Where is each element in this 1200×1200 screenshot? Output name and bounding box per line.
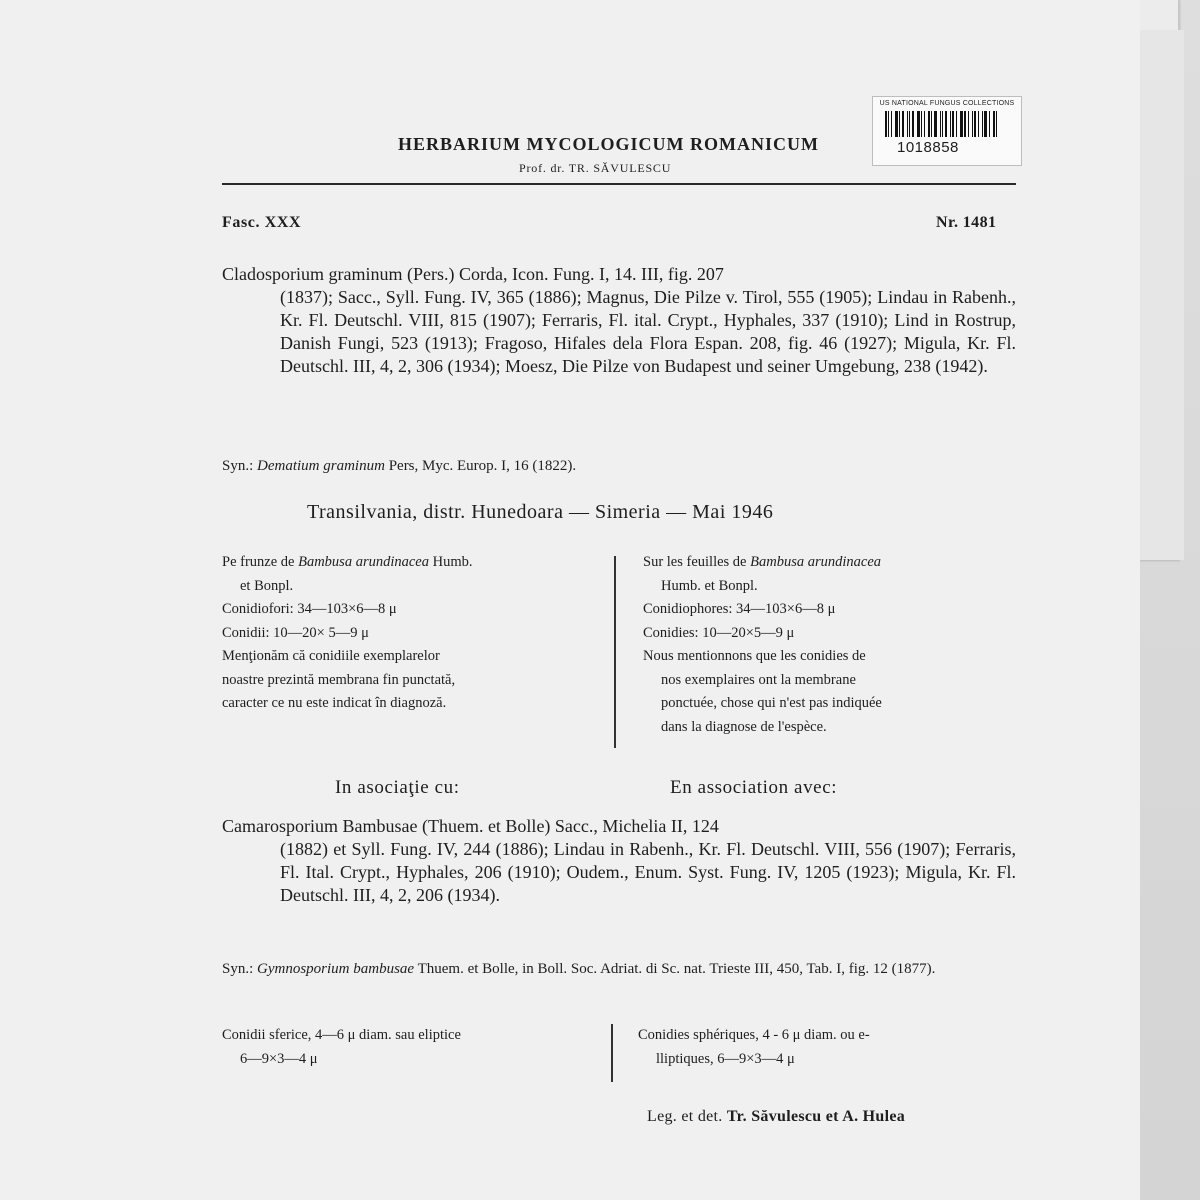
specimen-number: Nr. 1481 bbox=[936, 214, 997, 231]
column-divider-2 bbox=[611, 1024, 613, 1082]
barcode-bar bbox=[968, 111, 969, 137]
barcode-bar bbox=[909, 111, 910, 137]
conidia-size-ro: 6—9×3—4 μ bbox=[240, 1050, 318, 1067]
collector-names: Tr. Săvulescu et A. Hulea bbox=[726, 1108, 906, 1125]
herbarium-subtitle: Prof. dr. TR. SĂVULESCU bbox=[519, 161, 672, 175]
collector-line bbox=[647, 1108, 905, 1126]
barcode-bar bbox=[928, 111, 930, 137]
species-citation bbox=[222, 263, 1016, 378]
conidia-fr: Conidies: 10—20×5—9 μ bbox=[643, 624, 795, 641]
barcode-sticker bbox=[872, 96, 1022, 166]
barcode-bar bbox=[952, 111, 954, 137]
barcode-bar bbox=[924, 111, 925, 137]
conidia-size-fr: lliptiques, 6—9×3—4 μ bbox=[656, 1050, 795, 1067]
barcode-bar bbox=[888, 111, 889, 137]
host-author-cont-ro: et Bonpl. bbox=[240, 577, 294, 594]
associated-citation-continuation: (1882) et Syll. Fung. IV, 244 (1886); Lindau in Rabenh., Kr. Fl. Deutschl. VIII, 556 (1907); Ferraris, Fl. Ital. Crypt., Hyphales, 206 (1910); Oudem., Enum. Syst. Fung. IV, 1205 (1923); Migula, Kr. Fl. Deutschl. III, 4, 2, 206 (1934). bbox=[280, 839, 1016, 905]
barcode-bar bbox=[891, 111, 892, 137]
french-description bbox=[643, 551, 1015, 739]
barcode-bar bbox=[978, 111, 979, 137]
associated-citation-first-line: Camarosporium Bambusae (Thuem. et Bolle) Sacc., Michelia II, 124 bbox=[222, 816, 719, 836]
barcode-bar bbox=[931, 111, 932, 137]
species-citation-continuation: (1837); Sacc., Syll. Fung. IV, 365 (1886); Magnus, Die Pilze v. Tirol, 555 (1905); Lindau in Rabenh., Kr. Fl. Deutschl. VIII, 815 (1907); Ferraris, Fl. ital. Crypt., Hyphales, 337 (1910); Lind in Rostrup, Danish Fungi, 523 (1913); Fragoso, Hifales dela Flora Espan. 208, fig. 46 (1927); Migula, Kr. Fl. Deutschl. III, 4, 2, 306 (1934); Moesz, Die Pilze von Budapest und seiner Umgebung, 238 (1942). bbox=[280, 287, 1016, 376]
barcode-bar bbox=[993, 111, 995, 137]
note-fr-1: Nous mentionnons que les conidies de bbox=[643, 648, 866, 664]
host-prefix-ro: Pe frunze de bbox=[222, 554, 295, 570]
associated-synonym bbox=[222, 958, 1012, 980]
host-author-ro: Humb. bbox=[432, 554, 473, 570]
collection-locality: Transilvania, distr. Hunedoara — Simeria — Mai 1946 bbox=[307, 501, 774, 523]
barcode-bar bbox=[964, 111, 966, 137]
barcode-bar bbox=[960, 111, 963, 137]
barcode-bar bbox=[984, 111, 987, 137]
barcode-bar bbox=[950, 111, 951, 137]
barcode-bar bbox=[902, 111, 904, 137]
herbarium-title: HERBARIUM MYCOLOGICUM ROMANICUM bbox=[398, 134, 819, 154]
host-name-ro: Bambusa arundinacea bbox=[298, 554, 429, 570]
associated-synonym-reference: Thuem. et Bolle, in Boll. Soc. Adriat. di Sc. nat. Trieste III, 450, Tab. I, fig. 12 (1877). bbox=[417, 961, 936, 977]
barcode-number: 1018858 bbox=[897, 139, 959, 156]
conidiophores-ro: Conidiofori: 34—103×6—8 μ bbox=[222, 601, 397, 617]
barcode-bar bbox=[917, 111, 920, 137]
conidia-shape-ro: Conidii sferice, 4—6 μ diam. sau eliptice bbox=[222, 1027, 461, 1043]
barcode-bar bbox=[996, 111, 997, 137]
barcode-bar bbox=[940, 111, 941, 137]
host-line-ro bbox=[222, 551, 592, 575]
barcode-bar bbox=[942, 111, 943, 137]
note-fr-2: nos exemplaires ont la membrane bbox=[661, 671, 856, 688]
header-rule bbox=[222, 183, 1016, 185]
conidia-ro: Conidii: 10—20× 5—9 μ bbox=[222, 624, 369, 641]
barcode-bar bbox=[921, 111, 922, 137]
associated-synonym-label: Syn.: bbox=[222, 961, 254, 977]
host-name-fr: Bambusa arundinacea bbox=[750, 554, 882, 570]
barcode-bar bbox=[907, 111, 908, 137]
barcode-bar bbox=[934, 111, 937, 137]
note-ro-3: caracter ce nu este indicat în diagnoză. bbox=[222, 695, 447, 711]
associated-species-citation bbox=[222, 815, 1016, 907]
barcode-bar bbox=[989, 111, 990, 137]
host-author-fr: Humb. et Bonpl. bbox=[661, 577, 758, 594]
barcode-bar bbox=[956, 111, 957, 137]
note-fr-3: ponctuée, chose qui n'est pas indiquée bbox=[661, 695, 882, 711]
background-flap bbox=[1135, 30, 1184, 560]
barcode-bar bbox=[972, 111, 973, 137]
barcode-bar bbox=[895, 111, 898, 137]
association-heading-fr: En association avec: bbox=[670, 777, 838, 798]
host-line-fr bbox=[643, 551, 1015, 575]
synonym-name: Dematium graminum bbox=[257, 458, 385, 474]
association-heading-ro: In asociaţie cu: bbox=[335, 777, 460, 798]
barcode-bar bbox=[912, 111, 914, 137]
note-ro-1: Menţionăm că conidiile exemplarelor bbox=[222, 648, 440, 664]
associated-synonym-name: Gymnosporium bambusae bbox=[257, 961, 415, 977]
species-citation-first-line: Cladosporium graminum (Pers.) Corda, Icon. Fung. I, 14. III, fig. 207 bbox=[222, 264, 724, 284]
note-ro-2: noastre prezintă membrana fin punctată, bbox=[222, 671, 456, 688]
fascicle-label: Fasc. XXX bbox=[222, 214, 302, 231]
barcode-caption: US NATIONAL FUNGUS COLLECTIONS bbox=[879, 100, 1015, 107]
conidia-shape-fr: Conidies sphériques, 4 - 6 μ diam. ou e- bbox=[638, 1027, 870, 1043]
conidiophores-fr: Conidiophores: 34—103×6—8 μ bbox=[643, 601, 836, 617]
column-divider bbox=[614, 556, 616, 748]
barcode-bar bbox=[885, 111, 887, 137]
barcode-bar bbox=[974, 111, 976, 137]
synonym-reference: Pers, Myc. Europ. I, 16 (1822). bbox=[388, 458, 577, 474]
associated-romanian-description bbox=[222, 1024, 592, 1071]
collector-prefix: Leg. et det. bbox=[647, 1108, 723, 1125]
synonym-line bbox=[222, 455, 1016, 477]
barcode-bar bbox=[945, 111, 947, 137]
barcode-bar bbox=[899, 111, 900, 137]
romanian-description bbox=[222, 551, 592, 716]
barcode-icon bbox=[885, 111, 1009, 137]
barcode-bar bbox=[982, 111, 983, 137]
note-fr-4: dans la diagnose de l'espèce. bbox=[661, 718, 827, 735]
synonym-label: Syn.: bbox=[222, 458, 254, 474]
host-prefix-fr: Sur les feuilles de bbox=[643, 554, 747, 570]
associated-french-description bbox=[638, 1024, 1014, 1071]
